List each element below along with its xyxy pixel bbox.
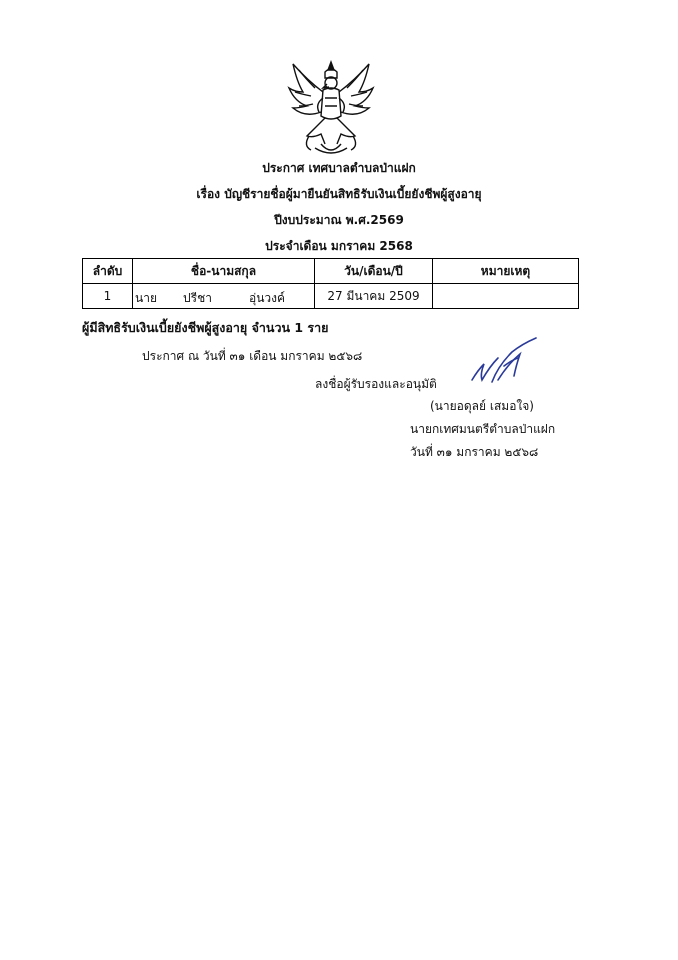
column-header-remark: หมายเหตุ (433, 259, 579, 284)
name-last: อุ่นวงค์ (249, 291, 286, 305)
fiscal-year-line: ปีงบประมาณ พ.ศ.2569 (274, 213, 404, 227)
column-header-birthdate: วัน/เดือน/ปี (315, 259, 433, 284)
signature-label: ลงชื่อผู้รับรองและอนุมัติ (315, 377, 437, 391)
summary-text: ผู้มีสิทธิรับเงินเบี้ยยังชีพผู้สูงอายุ จำนวน 1 ราย (82, 320, 329, 335)
row-birthdate-cell: 27 มีนาคม 2509 (315, 284, 433, 309)
name-title: นาย (135, 291, 157, 305)
announcement-heading: ประกาศ เทศบาลตำบลป่าแฝก (262, 161, 416, 175)
row-name-cell (133, 284, 315, 309)
row-remark-cell (433, 284, 579, 309)
row-order-cell: 1 (83, 284, 133, 309)
name-first: ปรีชา (183, 291, 212, 305)
table-row (83, 284, 579, 309)
garuda-emblem-icon (285, 58, 377, 158)
subject-line: เรื่อง บัญชีรายชื่อผู้มายืนยันสิทธิรับเงินเบี้ยยังชีพผู้สูงอายุ (196, 187, 482, 201)
column-header-name: ชื่อ-นามสกุล (133, 259, 315, 284)
announcement-date: ประกาศ ณ วันที่ ๓๑ เดือน มกราคม ๒๕๖๘ (142, 349, 363, 363)
beneficiary-table (82, 258, 579, 309)
signature-icon (468, 336, 540, 386)
table-header-row (83, 259, 579, 284)
signer-position: นายกเทศมนตรีตำบลป่าแฝก (410, 422, 556, 436)
signature-date: วันที่ ๓๑ มกราคม ๒๕๖๘ (410, 445, 539, 459)
column-header-order: ลำดับ (83, 259, 133, 284)
month-line: ประจำเดือน มกราคม 2568 (265, 239, 413, 253)
signer-name: (นายอดุลย์ เสมอใจ) (430, 399, 534, 413)
